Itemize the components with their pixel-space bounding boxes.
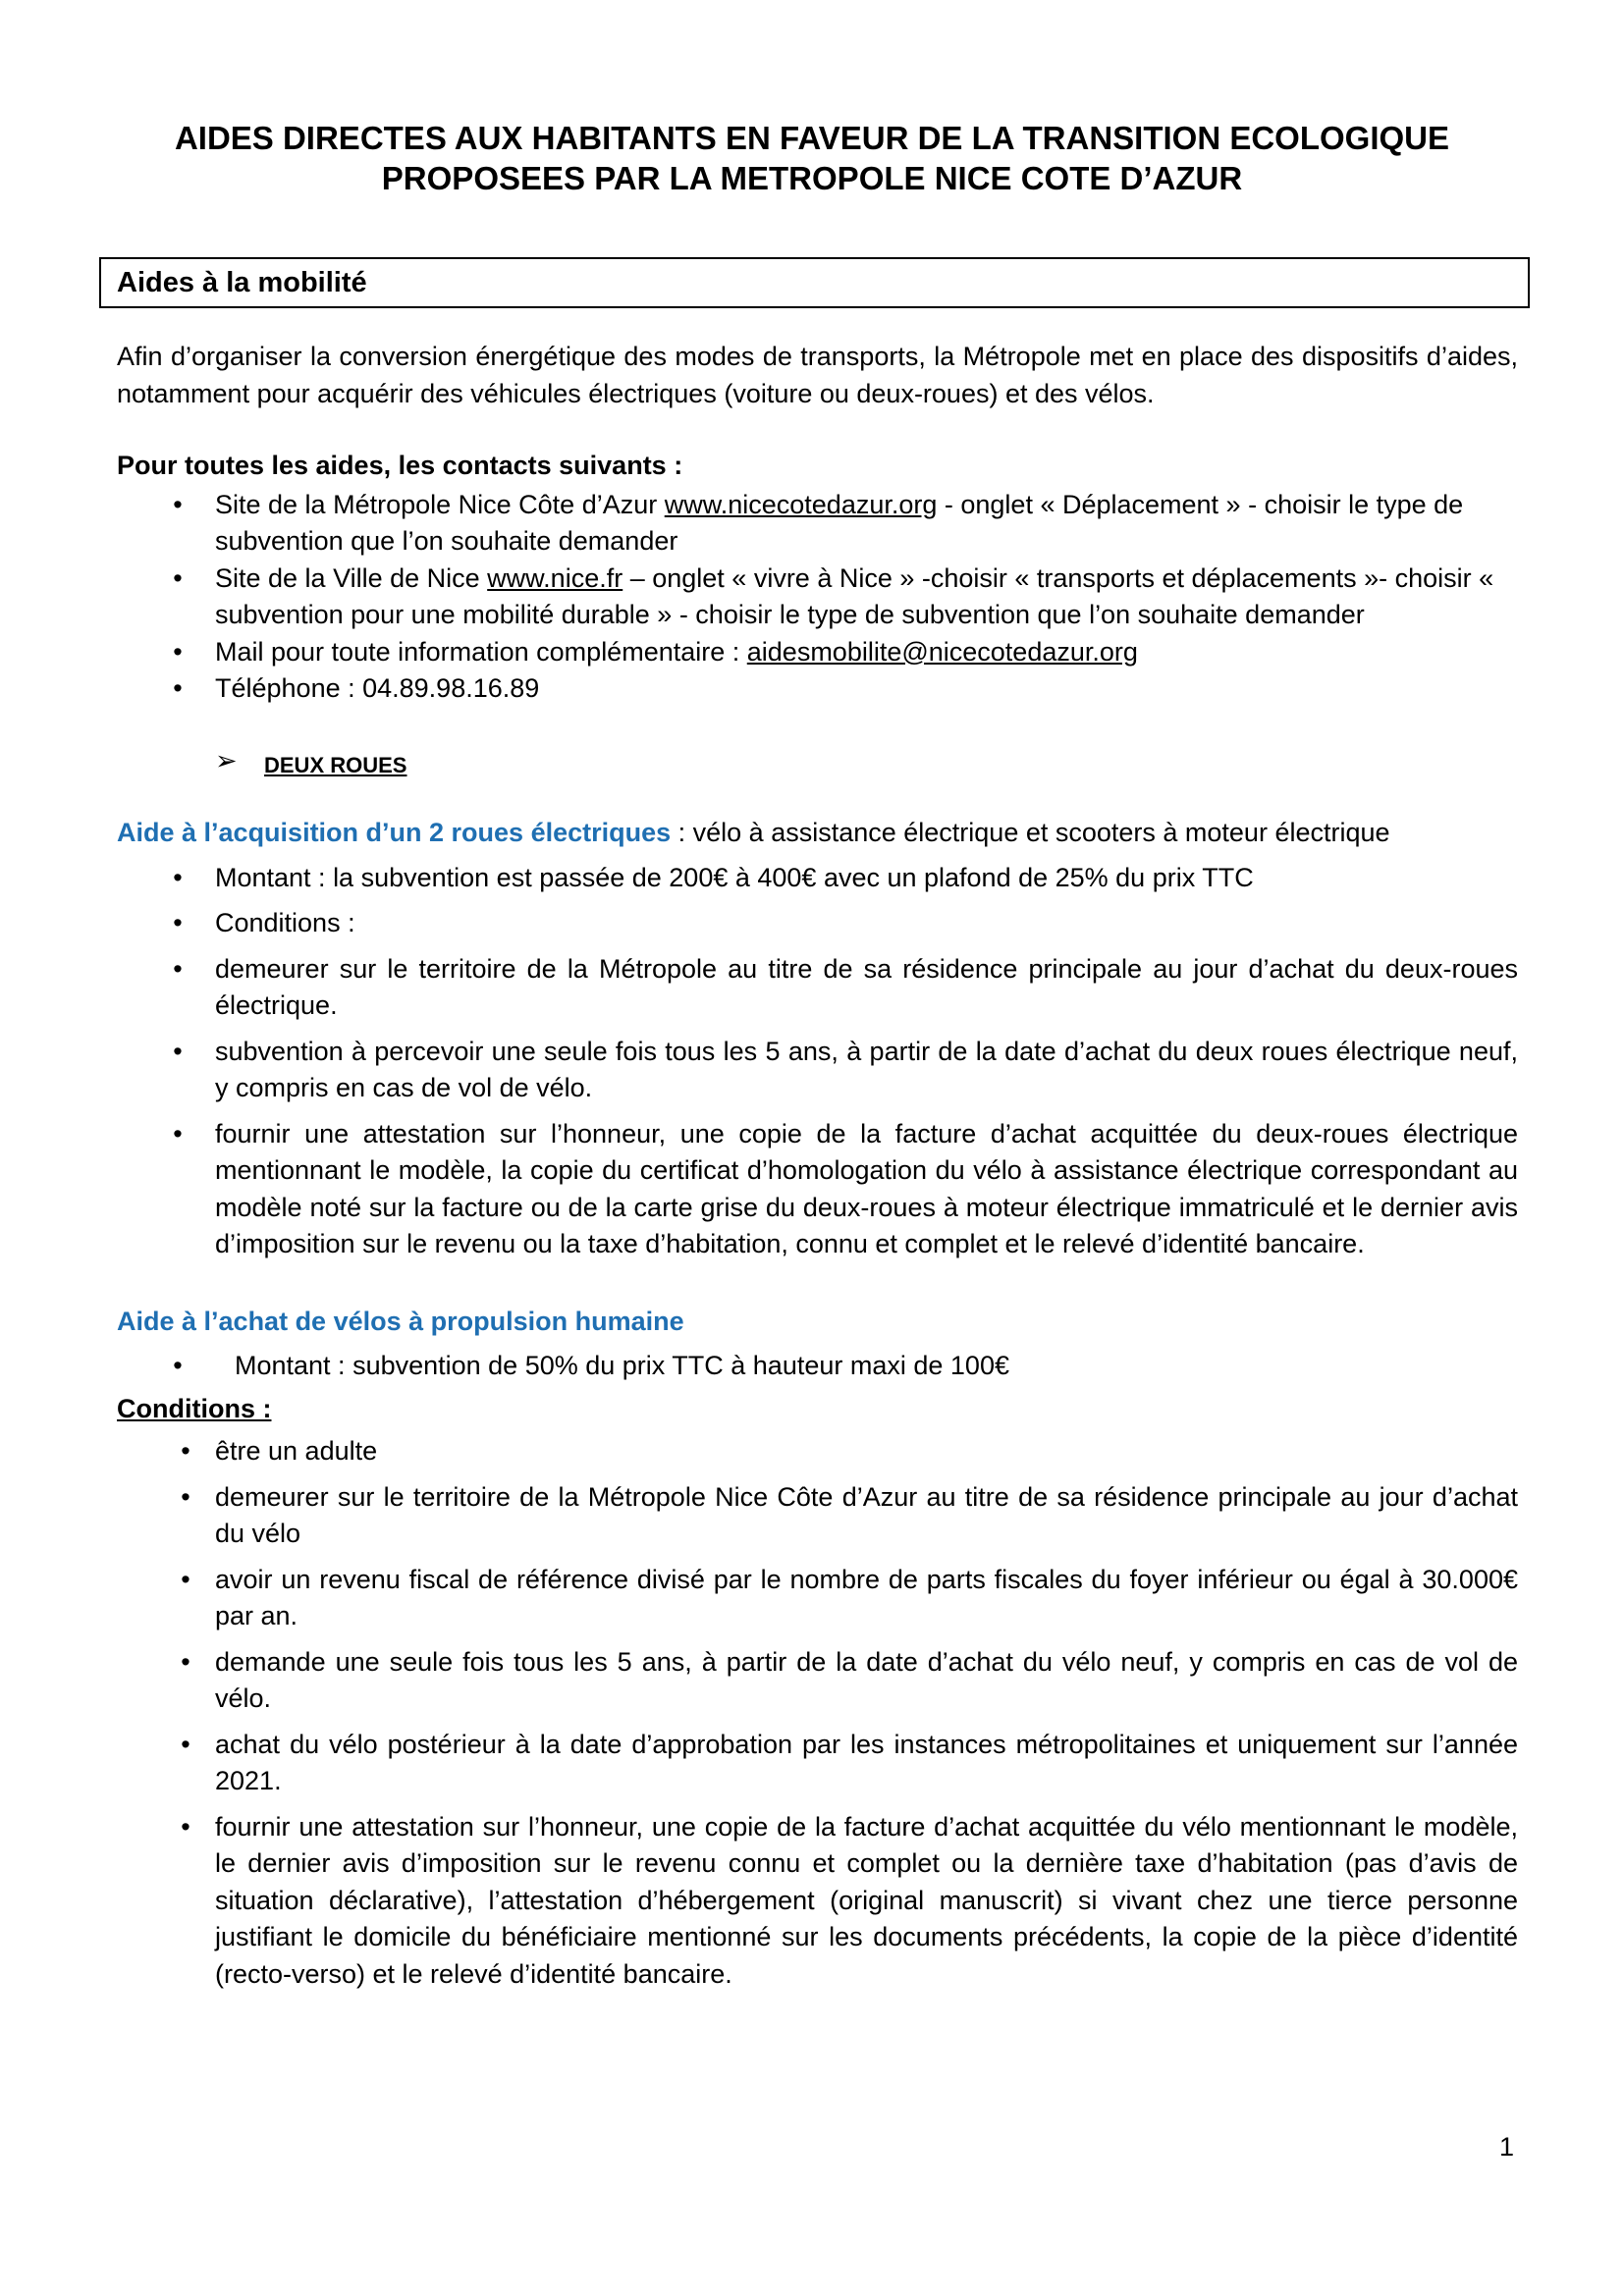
link-email[interactable]: aidesmobilite@nicecotedazur.org bbox=[746, 636, 1138, 667]
aide2-conditions-list bbox=[117, 1433, 1518, 1993]
list-item: • Montant : subvention de 50% du prix TTC à hauteur maxi de 100€ bbox=[173, 1351, 1009, 1380]
deux-roues-heading: ➢ DEUX ROUES bbox=[117, 747, 1518, 784]
section-heading-mobilite: Aides à la mobilité bbox=[99, 257, 1530, 308]
contact-item-metropole: • Site de la Métropole Nice Côte d’Azur www.nicecotedazur.org - onglet « Déplacement » - choisir le type de subvention que l’on souhaite demander bbox=[173, 489, 1464, 556]
contacts-heading: Pour toutes les aides, les contacts suivants : bbox=[117, 451, 683, 480]
list-item: • subvention à percevoir une seule fois tous les 5 ans, à partir de la date d’achat du deux roues électrique neuf, y compris en cas de vol de vélo. bbox=[173, 1036, 1518, 1102]
list-item: • demande une seule fois tous les 5 ans, à partir de la date d’achat du vélo neuf, y compris en cas de vol de vélo. bbox=[181, 1646, 1518, 1713]
document-title bbox=[147, 118, 1477, 198]
contact-item-phone: • Téléphone : 04.89.98.16.89 bbox=[173, 673, 540, 703]
aide1-heading: Aide à l’acquisition d’un 2 roues électriques : vélo à assistance électrique et scooters à moteur électrique bbox=[117, 818, 1390, 847]
link-nicecotedazur[interactable]: www.nicecotedazur.org bbox=[664, 489, 938, 519]
title-line-1: AIDES DIRECTES AUX HABITANTS EN FAVEUR DE LA TRANSITION ECOLOGIQUE bbox=[174, 120, 1450, 156]
aide1-list bbox=[117, 860, 1518, 1263]
aide2-montant-list bbox=[117, 1348, 1518, 1385]
document-body bbox=[117, 339, 1518, 2002]
list-item: • demeurer sur le territoire de la Métropole Nice Côte d’Azur au titre de sa résidence principale au jour d’achat du vélo bbox=[181, 1481, 1518, 1548]
list-item: • demeurer sur le territoire de la Métropole au titre de sa résidence principale au jour d’achat du deux-roues électrique. bbox=[173, 953, 1518, 1020]
list-item: • achat du vélo postérieur à la date d’approbation par les instances métropolitaines et uniquement sur l’année 2021. bbox=[181, 1729, 1518, 1795]
contact-item-mail: • Mail pour toute information complémentaire : aidesmobilite@nicecotedazur.org bbox=[173, 636, 1138, 667]
list-item: • être un adulte bbox=[181, 1436, 378, 1466]
contacts-list bbox=[117, 487, 1518, 708]
link-nice-fr[interactable]: www.nice.fr bbox=[487, 562, 623, 593]
contact-item-ville: • Site de la Ville de Nice www.nice.fr – onglet « vivre à Nice » -choisir « transports et déplacements »- choisir « subvention pour une mobilité durable » - choisir le type de subvention que l’on souhaite demander bbox=[173, 562, 1494, 629]
title-line-2: PROPOSEES PAR LA METROPOLE NICE COTE D’AZUR bbox=[381, 160, 1243, 196]
conditions-label: Conditions : bbox=[117, 1393, 272, 1423]
list-item: • Conditions : bbox=[173, 908, 355, 937]
intro-paragraph: Afin d’organiser la conversion énergétique des modes de transports, la Métropole met en place des dispositifs d’aides, notamment pour acquérir des véhicules électriques (voiture ou deux-roues) et des vélos. bbox=[117, 342, 1518, 408]
page-number: 1 bbox=[1498, 2132, 1514, 2162]
list-item: • fournir une attestation sur l’honneur, une copie de la facture d’achat acquittée du deux-roues électrique mentionnant le modèle, la copie du certificat d’homologation du vélo à assistance électrique correspondant au modèle noté sur la facture ou de la carte grise du deux-roues à moteur électrique immatriculé et le dernier avis d’imposition sur le revenu ou la taxe d’habitation, connu et complet et le relevé d’identité bancaire. bbox=[173, 1118, 1518, 1258]
aide2-heading: Aide à l’achat de vélos à propulsion humaine bbox=[117, 1306, 684, 1336]
list-item: • Montant : la subvention est passée de 200€ à 400€ avec un plafond de 25% du prix TTC bbox=[173, 862, 1254, 892]
list-item: • avoir un revenu fiscal de référence divisé par le nombre de parts fiscales du foyer inférieur ou égal à 30.000€ par an. bbox=[181, 1564, 1518, 1630]
list-item: • fournir une attestation sur l’honneur, une copie de la facture d’achat acquittée du vélo mentionnant le modèle, le dernier avis d’imposition sur le revenu connu et complet ou la dernière taxe d’habitation (pas d’avis de situation déclarative), l’attestation d’hébergement (original manuscrit) si vivant chez une tierce personne justifiant le domicile du bénéficiaire mentionné sur les documents précédents, la copie de la pièce d’identité (recto-verso) et le relevé d’identité bancaire. bbox=[181, 1811, 1518, 1989]
arrow-right-icon: ➢ bbox=[215, 745, 238, 775]
